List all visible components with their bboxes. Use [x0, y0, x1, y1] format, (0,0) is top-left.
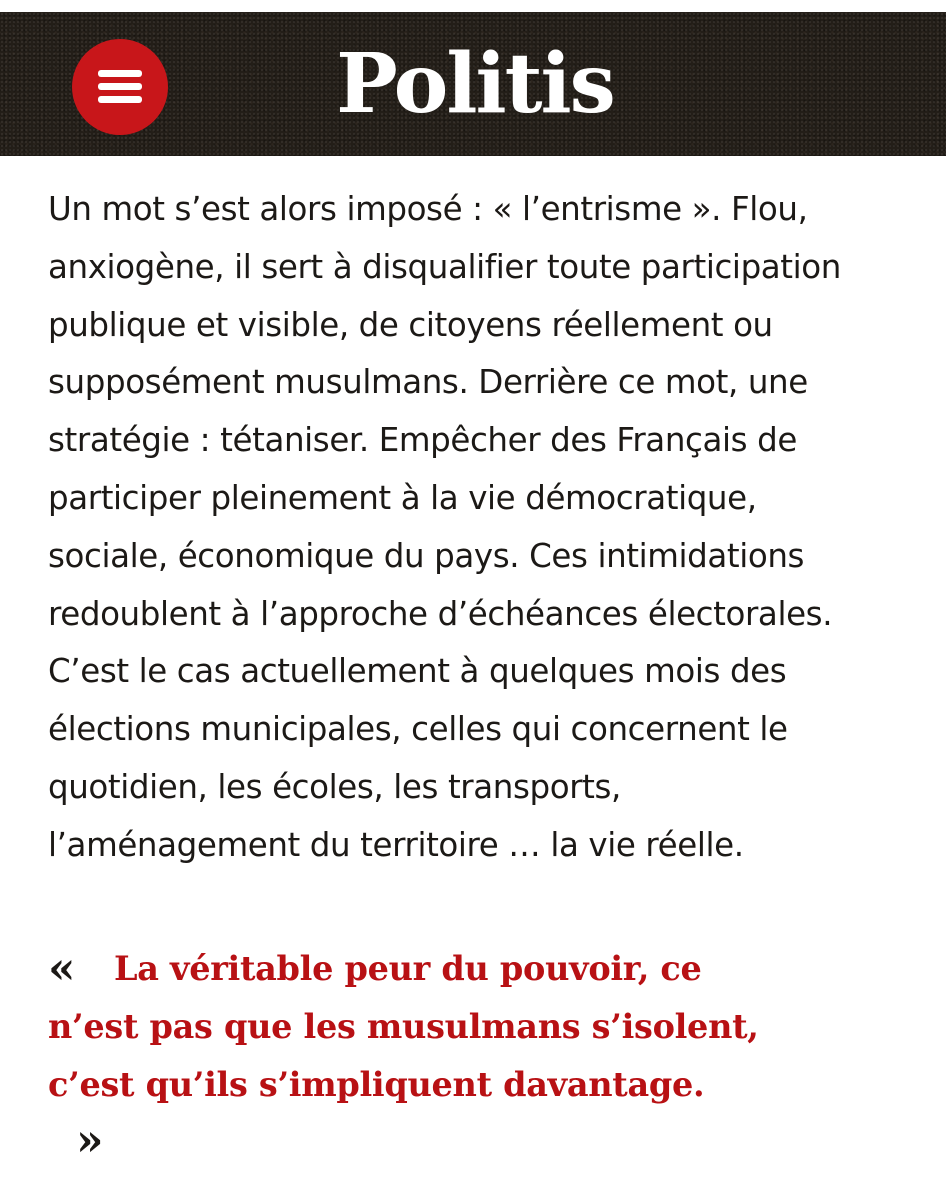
pull-quote-text: La véritable peur du pouvoir, ce n’est pas que les musulmans s’isolent, c’est qu’ils s’impliquent davantage. [48, 949, 759, 1104]
site-header [0, 12, 946, 156]
closing-quote-mark: » [76, 1115, 104, 1166]
opening-quote-mark: « [48, 943, 76, 994]
menu-button[interactable] [72, 39, 168, 135]
hamburger-menu-icon [98, 70, 142, 104]
site-logo[interactable]: Politis [336, 36, 614, 132]
article-paragraph: Un mot s’est alors imposé : « l’entrisme ». Flou, anxiogène, il sert à disqualifier toute participation publique et visible, de citoyens réellement ou supposément musulmans. Derrière ce mot, une stratégie : tétaniser. Empêcher des Français de participer pleinement à la vie démocratique, sociale, économique du pays. Ces intimidations redoublent à l’approche d’échéances électorales. C’est le cas actuellement à quelques mois des élections municipales, celles qui concernent le quotidien, les écoles, les transports, l’aménagement du territoire … la vie réelle. [48, 190, 841, 864]
